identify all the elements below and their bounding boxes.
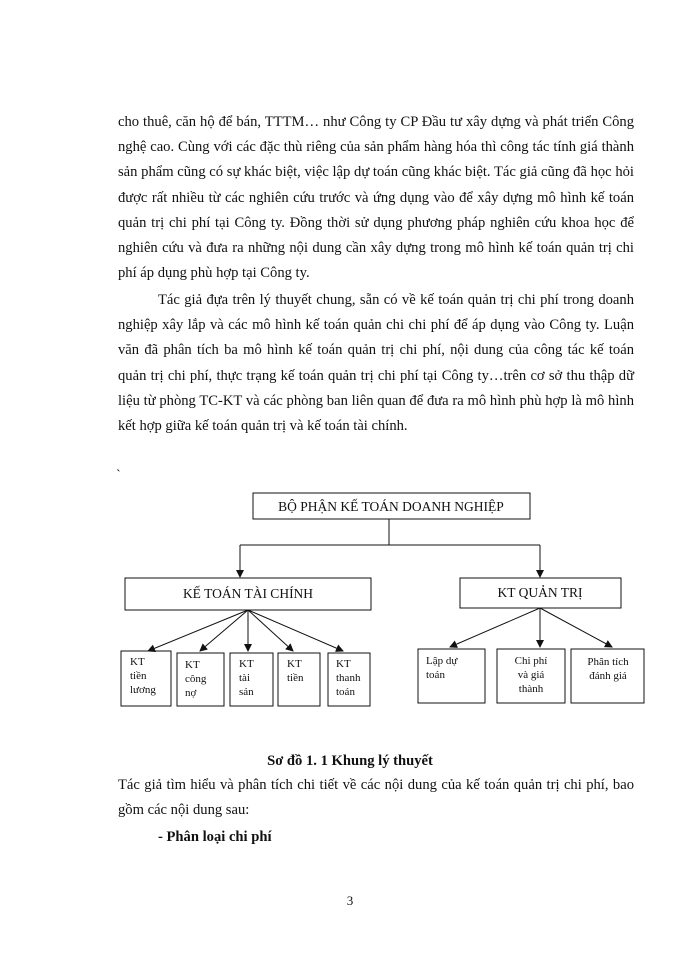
label-financial: KẾ TOÁN TÀI CHÍNH: [182, 586, 314, 601]
fin-2-line-3: nợ: [185, 687, 197, 699]
fin-1-line-2: tiền: [130, 670, 147, 682]
fin-5-line-3: toán: [336, 686, 355, 698]
fin-1-line-1: KT: [130, 656, 145, 668]
arrow-mgmt-3: [540, 608, 612, 647]
label-root: BỘ PHẬN KẾ TOÁN DOANH NGHIỆP: [278, 499, 504, 514]
paragraph-contents: Tác giả tìm hiểu và phân tích chi tiết về các nội dung của kế toán quản trị chi phí, bao gồm các nội dung sau:: [118, 777, 634, 819]
mgmt-2-line-2: và giá: [517, 669, 545, 681]
stray-mark: `: [116, 468, 121, 483]
arrow-fin-2: [200, 610, 248, 651]
fin-3-line-3: sản: [239, 686, 254, 698]
mgmt-1-line-2: toán: [426, 669, 445, 681]
arrow-fin-4: [248, 610, 293, 651]
fin-5-line-2: thanh: [336, 672, 361, 684]
label-management: KT QUẢN TRỊ: [497, 585, 583, 600]
mgmt-2-line-3: thành: [518, 683, 544, 695]
mgmt-3-line-2: đánh giá: [589, 670, 627, 682]
paragraph-theory: Tác giả đựa trên lý thuyết chung, sẵn có về kế toán quản trị chi phí trong doanh nghiệp xây lắp và các mô hình kế toán quản chi chi phí để áp dụng vào Công ty. Luận văn đã phân tích ba mô hình kế toán quản trị chi phí, nội dung của công tác kế toán quản trị chi phí, thực trạng kế toán quản trị chi phí tại Công ty…trên cơ sở thu thập dữ liệu từ phòng TC-KT và các phòng ban liên quan để đưa ra mô hình phù hợp là mô hình kết hợp giữa kế toán quản trị và kế toán tài chính.: [118, 292, 634, 435]
arrow-fin-1: [148, 610, 248, 651]
page-number: 3: [346, 893, 354, 908]
mgmt-2-line-1: Chi phí: [514, 655, 548, 667]
diagram-caption: Sơ đồ 1. 1 Khung lý thuyết: [267, 753, 433, 769]
mgmt-1-line-1: Lập dự: [426, 655, 458, 667]
bullet-cost-classification: - Phân loại chi phí: [158, 829, 272, 845]
fin-3-line-1: KT: [239, 658, 254, 670]
arrow-mgmt-1: [450, 608, 540, 647]
fin-5-line-1: KT: [336, 658, 351, 670]
fin-2-line-1: KT: [185, 659, 200, 671]
fin-2-line-2: công: [185, 673, 207, 685]
fin-3-line-2: tài: [239, 672, 250, 684]
paragraph-intro: cho thuê, căn hộ để bán, TTTM… như Công ty CP Đầu tư xây dựng và phát triển Công nghệ cao. Cùng với các đặc thù riêng của sản phẩm hàng hóa thì công tác tính giá thành sản phẩm cũng có sự khác biệt, việc lập dự toán cũng khác biệt. Tác giả cũng đã học hỏi được rất nhiều từ các nghiên cứu trước và ứng dụng vào để xây dựng mô hình kế toán quản trị chi phí tại Công ty. Đồng thời sử dụng phương pháp nghiên cứu khoa học để nghiên cứu và đưa ra những nội dung cần xây dựng trong mô hình kế toán quản trị chi phí áp dụng phù hợp tại Công ty.: [118, 114, 634, 282]
mgmt-3-line-1: Phân tích: [587, 656, 629, 668]
fin-4-line-2: tiền: [287, 672, 304, 684]
arrow-fin-5: [248, 610, 343, 651]
fin-1-line-3: lương: [130, 684, 156, 696]
fin-4-line-1: KT: [287, 658, 302, 670]
